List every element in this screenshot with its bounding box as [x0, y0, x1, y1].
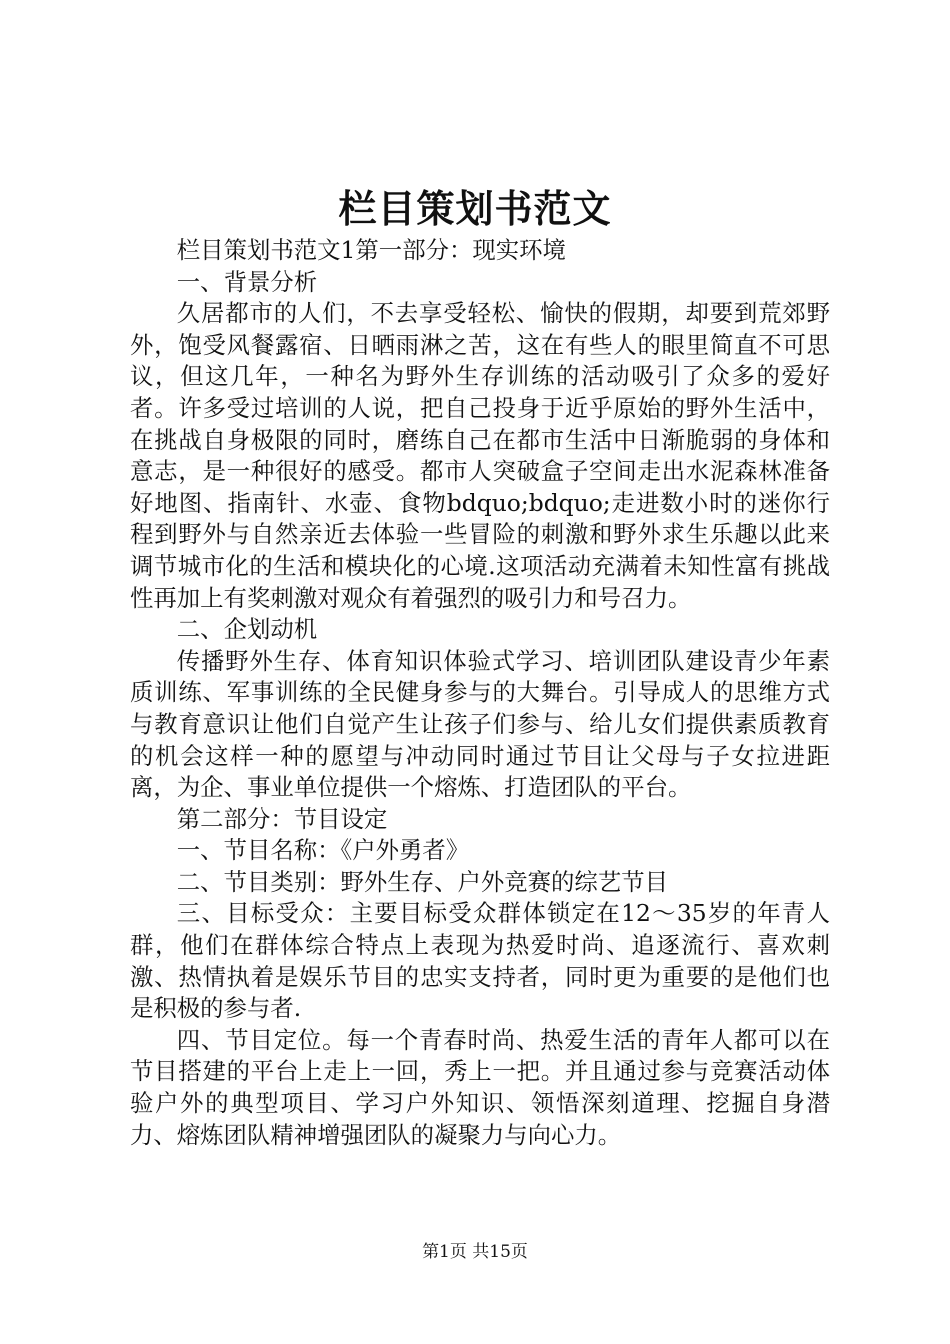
section-heading-motivation: 二、企划动机	[176, 615, 318, 644]
paragraph-program-category: 二、节目类别：野外生存、户外竞赛的综艺节目	[176, 867, 668, 896]
paragraph-program-positioning: 四、节目定位。每一个青春时尚、热爱生活的青年人都可以在节目搭建的平台上走上一回，秀上一把。并且通过参与竞赛活动体验户外的典型项目、学习户外知识、领悟深刻道理、挖掘自身潜力、熔炼团队精神增强团队的凝聚力与向心力。	[130, 1025, 830, 1149]
part-heading-program-settings: 第二部分：节目设定	[176, 804, 388, 833]
section-heading-background: 一、背景分析	[176, 267, 318, 296]
paragraph-motivation: 传播野外生存、体育知识体验式学习、培训团队建设青少年素质训练、军事训练的全民健身参与的大舞台。引导成人的思维方式与教育意识让他们自觉产生让孩子们参与、给儿女们提供素质教育的机会这样一种的愿望与冲动同时通过节目让父母与子女拉进距离，为企、事业单位提供一个熔炼、打造团队的平台。	[130, 646, 830, 802]
paragraph-intro-heading: 栏目策划书范文1第一部分：现实环境	[176, 236, 566, 264]
paragraph-target-audience: 三、目标受众：主要目标受众群体锁定在12～35岁的年青人群，他们在群体综合特点上表现为热爱时尚、追逐流行、喜欢刺激、热情执着是娱乐节目的忠实支持者，同时更为重要的是他们也是积极的参与者.	[130, 899, 830, 1023]
paragraph-background: 久居都市的人们，不去享受轻松、愉快的假期，却要到荒郊野外，饱受风餐露宿、日晒雨淋之苦，这在有些人的眼里简直不可思议，但这几年，一种名为野外生存训练的活动吸引了众多的爱好者。许多受过培训的人说，把自己投身于近乎原始的野外生活中，在挑战自身极限的同时，磨练自己在都市生活中日渐脆弱的身体和意志，是一种很好的感受。都市人突破盒子空间走出水泥森林准备好地图、指南针、水壶、食物bdquo;bdquo;走进数小时的迷你行程到野外与自然亲近去体验一些冒险的刺激和野外求生乐趣以此来调节城市化的生活和模块化的心境.这项活动充满着未知性富有挑战性再加上有奖刺激对观众有着强烈的吸引力和号召力。	[130, 299, 830, 612]
paragraph-program-name: 一、节目名称：《户外勇者》	[176, 836, 470, 865]
document-title: 栏目策划书范文	[338, 186, 612, 231]
document-body	[130, 235, 830, 1151]
page-number-footer: 第1页 共15页	[422, 1242, 528, 1262]
